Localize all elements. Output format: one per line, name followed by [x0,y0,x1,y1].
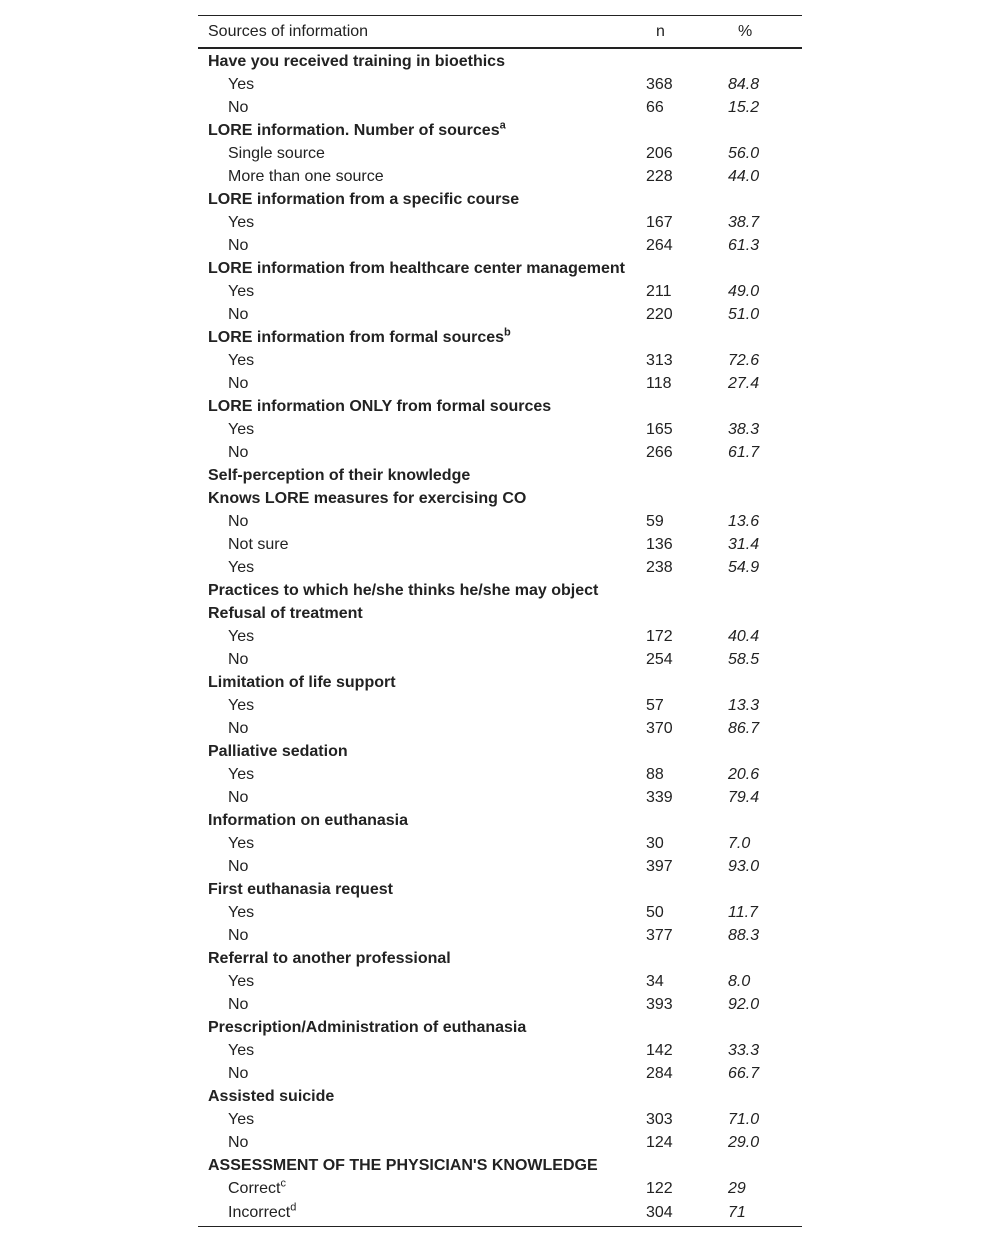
label-text: More than one source [228,167,384,185]
table-row [198,372,802,395]
table-section-header-row [198,602,802,625]
count-cell [646,119,728,142]
table-section-header-row [198,1085,802,1108]
percent-cell [728,947,802,970]
label-text: LORE information from formal sources [208,328,505,346]
count-cell: 254 [646,650,673,668]
header-label: Sources of information [208,22,369,40]
percent-cell: 44.0 [728,167,760,185]
label-text: Referral to another professional [208,949,451,967]
percent-cell: 7.0 [728,834,751,852]
label-text: No [228,650,249,668]
label-text: No [228,236,249,254]
count-cell: 66 [646,98,664,116]
label-text: Single source [228,144,325,162]
percent-cell: 38.7 [728,213,760,231]
percent-cell: 93.0 [728,857,760,875]
count-cell [646,809,728,832]
row-label [198,786,646,809]
count-cell [646,464,728,487]
label-text: Information on euthanasia [208,811,409,829]
percent-cell: 31.4 [728,535,760,553]
percent-cell [728,1085,802,1108]
label-text: Yes [228,75,255,93]
percent-cell: 79.4 [728,788,760,806]
table-row [198,855,802,878]
count-cell: 313 [646,351,673,369]
table-row [198,694,802,717]
footnote-marker: b [504,326,511,339]
percent-cell: 33.3 [728,1041,760,1059]
label-text: No [228,719,249,737]
section-title [198,1016,646,1039]
row-label [198,303,646,326]
percent-cell: 27.4 [728,374,760,392]
label-text: Yes [228,1041,255,1059]
label-text: Practices to which he/she thinks he/she may object [208,581,599,599]
label-text: No [228,1133,249,1151]
label-text: No [228,512,249,530]
percent-cell: 88.3 [728,926,760,944]
section-title [198,326,646,349]
percent-cell: 29 [728,1179,746,1197]
label-text: ASSESSMENT OF THE PHYSICIAN'S KNOWLEDGE [208,1156,598,1174]
section-title [198,878,646,901]
label-text: Not sure [228,535,289,553]
table-row [198,349,802,372]
percent-cell: 56.0 [728,144,760,162]
label-text: Yes [228,282,255,300]
count-cell: 211 [646,282,672,300]
table-row [198,418,802,441]
table-row [198,211,802,234]
label-text: Yes [228,765,255,783]
percent-cell [728,602,802,625]
count-cell [646,1085,728,1108]
count-cell: 142 [646,1041,673,1059]
percent-cell [728,395,802,418]
section-title [198,48,646,73]
label-text: Yes [228,558,255,576]
count-cell [646,326,728,349]
percent-cell [728,671,802,694]
label-text: Limitation of life support [208,673,396,691]
table-row [198,234,802,257]
section-title [198,1085,646,1108]
table-row [198,510,802,533]
count-cell [646,257,728,280]
label-text: Yes [228,696,255,714]
row-label [198,993,646,1016]
count-cell: 118 [646,374,672,392]
row-label [198,142,646,165]
section-title [198,579,646,602]
label-text: No [228,374,249,392]
table-row [198,303,802,326]
row-label [198,901,646,924]
percent-cell [728,188,802,211]
row-label [198,1177,646,1200]
row-label [198,855,646,878]
label-text: No [228,1064,249,1082]
count-cell: 50 [646,903,664,921]
label-text: Palliative sedation [208,742,348,760]
table-section-header-row [198,878,802,901]
label-text: Yes [228,213,255,231]
table-row [198,1039,802,1062]
section-title [198,602,646,625]
percent-cell: 11.7 [728,903,758,921]
footnote-marker: c [280,1177,286,1190]
section-title [198,1154,646,1177]
count-cell: 57 [646,696,664,714]
table-row [198,648,802,671]
count-cell [646,48,728,73]
footnote-marker: a [499,119,506,132]
percent-cell: 92.0 [728,995,760,1013]
count-cell: 88 [646,765,664,783]
section-title [198,487,646,510]
count-cell: 136 [646,535,673,553]
table-row [198,993,802,1016]
count-cell: 397 [646,857,673,875]
section-title [198,395,646,418]
percent-cell: 51.0 [728,305,760,323]
label-text: LORE information. Number of sources [208,121,500,139]
table-row [198,1177,802,1200]
percent-cell [728,878,802,901]
percent-cell [728,809,802,832]
percent-cell: 13.6 [728,512,760,530]
percent-cell: 61.7 [728,443,760,461]
percent-cell: 72.6 [728,351,760,369]
table-section-header-row [198,947,802,970]
row-label [198,717,646,740]
row-label [198,234,646,257]
percent-cell [728,1154,802,1177]
table-row [198,280,802,303]
percent-cell [728,487,802,510]
count-cell: 165 [646,420,673,438]
label-text: Assisted suicide [208,1087,335,1105]
table-row [198,533,802,556]
footnote-marker: d [290,1201,297,1214]
header-n: n [656,22,665,40]
table-row [198,556,802,579]
table-section-header-row [198,464,802,487]
percent-cell: 40.4 [728,627,760,645]
row-label [198,165,646,188]
table-section-header-row [198,1154,802,1177]
percent-cell: 86.7 [728,719,760,737]
row-label [198,211,646,234]
row-label [198,418,646,441]
count-cell: 304 [646,1204,673,1221]
label-text: Yes [228,834,255,852]
label-text: No [228,443,249,461]
label-text: Yes [228,1110,255,1128]
row-label [198,625,646,648]
row-label [198,73,646,96]
section-title [198,464,646,487]
label-text: Refusal of treatment [208,604,363,622]
percent-cell: 58.5 [728,650,760,668]
row-label [198,1062,646,1085]
percent-cell: 8.0 [728,972,751,990]
label-text: Have you received training in bioethics [208,52,505,70]
table-section-header-row [198,257,802,280]
table-section-header-row [198,809,802,832]
label-text: No [228,995,249,1013]
row-label [198,763,646,786]
percent-cell [728,464,802,487]
percent-cell: 84.8 [728,75,760,93]
section-title [198,257,646,280]
count-cell: 122 [646,1179,673,1197]
sources-of-information-table [198,15,802,1227]
count-cell: 228 [646,167,673,185]
label-text: No [228,857,249,875]
count-cell: 206 [646,144,673,162]
percent-cell: 54.9 [728,558,760,576]
label-text: Self-perception of their knowledge [208,466,471,484]
count-cell: 238 [646,558,673,576]
table-section-header-row [198,579,802,602]
table-section-header-row [198,119,802,142]
label-text: LORE information ONLY from formal sources [208,397,552,415]
row-label [198,1039,646,1062]
count-cell [646,671,728,694]
count-cell: 30 [646,834,664,852]
count-cell: 172 [646,627,673,645]
count-cell [646,740,728,763]
table-row [198,1131,802,1154]
table-row [198,763,802,786]
row-label [198,832,646,855]
count-cell: 266 [646,443,673,461]
table-section-header-row [198,48,802,73]
count-cell [646,878,728,901]
section-title [198,740,646,763]
count-cell: 284 [646,1064,673,1082]
percent-cell: 66.7 [728,1064,760,1082]
section-title [198,947,646,970]
table-row [198,165,802,188]
percent-cell: 71.0 [728,1110,760,1128]
label-text: Incorrect [228,1204,291,1221]
count-cell: 370 [646,719,673,737]
label-text: No [228,98,249,116]
count-cell [646,1016,728,1039]
label-text: Yes [228,972,255,990]
row-label [198,372,646,395]
row-label [198,694,646,717]
percent-cell [728,257,802,280]
row-label [198,441,646,464]
table-row [198,786,802,809]
row-label [198,533,646,556]
section-title [198,119,646,142]
count-cell: 339 [646,788,673,806]
table-row [198,717,802,740]
label-text: No [228,788,249,806]
count-cell: 124 [646,1133,673,1151]
count-cell: 220 [646,305,673,323]
table-row [198,142,802,165]
count-cell: 34 [646,972,664,990]
table-row [198,1200,802,1227]
row-label [198,556,646,579]
table-section-header-row [198,395,802,418]
row-label [198,1108,646,1131]
table-section-header-row [198,487,802,510]
table-row [198,625,802,648]
label-text: Yes [228,351,255,369]
row-label [198,280,646,303]
count-cell [646,1154,728,1177]
table-row [198,832,802,855]
percent-cell: 20.6 [728,765,760,783]
label-text: Prescription/Administration of euthanasia [208,1018,527,1036]
label-text: LORE information from healthcare center management [208,259,625,277]
table-section-header-row [198,326,802,349]
table-row [198,73,802,96]
label-text: No [228,926,249,944]
row-label [198,349,646,372]
row-label [198,1131,646,1154]
table-row [198,441,802,464]
section-title [198,188,646,211]
table-header-row [198,16,802,49]
table-section-header-row [198,740,802,763]
section-title [198,809,646,832]
section-title [198,671,646,694]
table-row [198,96,802,119]
percent-cell: 29.0 [728,1133,760,1151]
percent-cell: 13.3 [728,696,760,714]
row-label [198,1200,646,1227]
label-text: Correct [228,1179,281,1197]
label-text: Knows LORE measures for exercising CO [208,489,527,507]
count-cell [646,395,728,418]
table-row [198,1062,802,1085]
count-cell: 264 [646,236,673,254]
count-cell [646,188,728,211]
table-section-header-row [198,671,802,694]
table-body [198,48,802,1227]
percent-cell: 49.0 [728,282,760,300]
table-section-header-row [198,188,802,211]
count-cell: 59 [646,512,664,530]
table-row [198,970,802,993]
count-cell [646,487,728,510]
count-cell [646,579,728,602]
count-cell: 393 [646,995,673,1013]
percent-cell [728,740,802,763]
label-text: Yes [228,420,255,438]
percent-cell [728,326,802,349]
percent-cell: 61.3 [728,236,760,254]
count-cell: 303 [646,1110,673,1128]
percent-cell [728,579,802,602]
label-text: Yes [228,627,255,645]
count-cell [646,947,728,970]
row-label [198,970,646,993]
header-pct: % [738,22,753,40]
table-section-header-row [198,1016,802,1039]
count-cell [646,602,728,625]
label-text: LORE information from a specific course [208,190,520,208]
row-label [198,510,646,533]
count-cell: 167 [646,213,673,231]
table-row [198,924,802,947]
row-label [198,924,646,947]
count-cell: 377 [646,926,673,944]
table-row [198,1108,802,1131]
label-text: No [228,305,249,323]
percent-cell [728,1016,802,1039]
row-label [198,648,646,671]
row-label [198,96,646,119]
table-row [198,901,802,924]
percent-cell [728,48,802,73]
count-cell: 368 [646,75,673,93]
percent-cell [728,119,802,142]
percent-cell: 15.2 [728,98,760,116]
label-text: Yes [228,903,255,921]
percent-cell: 38.3 [728,420,760,438]
label-text: First euthanasia request [208,880,393,898]
percent-cell: 71 [728,1204,746,1221]
